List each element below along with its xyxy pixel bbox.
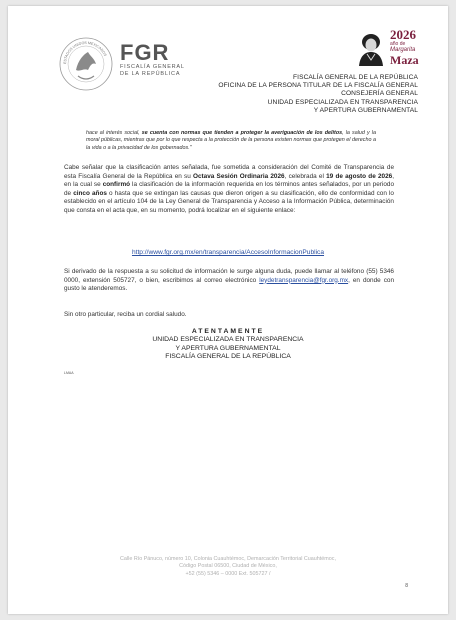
fgr-logo [120,42,185,78]
signature-block [8,328,448,362]
transparency-link[interactable]: http://www.fgr.org.mx/en/transparencia/AccesoInformacionPublica [131,249,325,256]
office-line: OFICINA DE LA PERSONA TITULAR DE LA FISCALÍA GENERAL [218,82,418,90]
office-line: Y APERTURA GUBERNAMENTAL [313,106,418,114]
paragraph-contact [64,268,394,294]
seal-text: ESTADOS UNIDOS MEXICANOS [62,40,108,65]
text-run: , en la cual se [64,172,394,189]
closing-line: UNIDAD ESPECIALIZADA EN TRANSPARENCIA [152,336,304,344]
paragraph-greeting: Sin otro particular, reciba un cordial saludo. [64,311,187,318]
text-run: , en donde con gusto le atenderemos. [64,276,394,293]
office-line: CONSEJERÍA GENERAL [341,90,418,98]
national-seal-icon [58,36,114,92]
initials: LMAA [64,371,74,375]
year-number: 2026 [390,27,416,42]
session-date: 19 de agosto de 2026 [326,172,393,180]
document-page [8,6,448,614]
footer-line: Código Postal 06500, Ciudad de México, [179,563,277,570]
footer-address [8,556,448,578]
closing-line: FISCALÍA GENERAL DE LA REPÚBLICA [165,353,291,361]
email-link[interactable]: leydetransparencia@fgr.org.mx [259,276,349,284]
period-value: cinco años [73,189,107,197]
text-run: Si derivado de la respuesta a su solicitud de información le surge alguna duda, puede llamar al teléfono (55) 5346 0000, extensión 505727, o bien, escribimos al correo electrónico [64,268,394,284]
portrait-icon [353,30,389,66]
confirmed-word: confirmó [102,181,131,189]
quote-bold: se cuenta con normas que tienden a proteger la averiguación de los delitos [141,130,343,136]
honoree-first: Margarita [390,47,416,53]
atentamente: ATENTAMENTE [191,328,265,335]
fgr-name-line1: FISCALÍA GENERAL [120,64,185,70]
commemorative-year [390,28,419,66]
text-run: o hasta que se extingan las causas que dieron origen a su clasificación, ello de conformidad con lo establecido en el artículo 104 de la Ley General de Transparencia y Acceso a la Información Pública, determinación que consta en el acta que, en su momento, podrá localizar en el siguiente enlace: [64,189,394,214]
office-header [218,74,418,115]
office-line: UNIDAD ESPECIALIZADA EN TRANSPARENCIA [267,98,418,106]
text-run: la clasificación de la información requerida en los términos antes señalados, por un periodo de [64,181,394,197]
fgr-acronym: FGR [120,40,170,65]
quote-part: hace al interés social, [86,130,142,136]
text-run: , celebrada el [284,172,327,180]
year-label: año de [390,41,406,47]
page-number: 8 [405,583,408,589]
quote-text [86,130,376,152]
session-name: Octava Sesión Ordinaria 2026 [193,172,285,180]
honoree-last: Maza [390,53,419,67]
paragraph-classification [64,164,394,216]
fgr-name-line2: DE LA REPÚBLICA [120,71,181,77]
closing-line: Y APERTURA GUBERNAMENTAL [175,344,281,352]
footer-line: Calle Río Pánuco, número 10, Colonia Cuauhtémoc, Demarcación Territorial Cuauhtémoc, [120,556,336,562]
office-line: FISCALÍA GENERAL DE LA REPÚBLICA [293,74,418,81]
text-run: Cabe señalar que la clasificación antes señalada, fue sometida a consideración del Comité de Transparencia de esta Fiscalía General de la República en su [64,164,394,180]
footer-line: +52 (55) 5346 – 0000 Ext. 505727 / [185,570,271,577]
link-line [8,249,448,256]
quote-part: , la salud y la moral públicas, mientras que por lo que respecta a la protección de la persona existen normas que protegen el derecho a la vida o a la privacidad de los gobernados." [86,130,376,151]
